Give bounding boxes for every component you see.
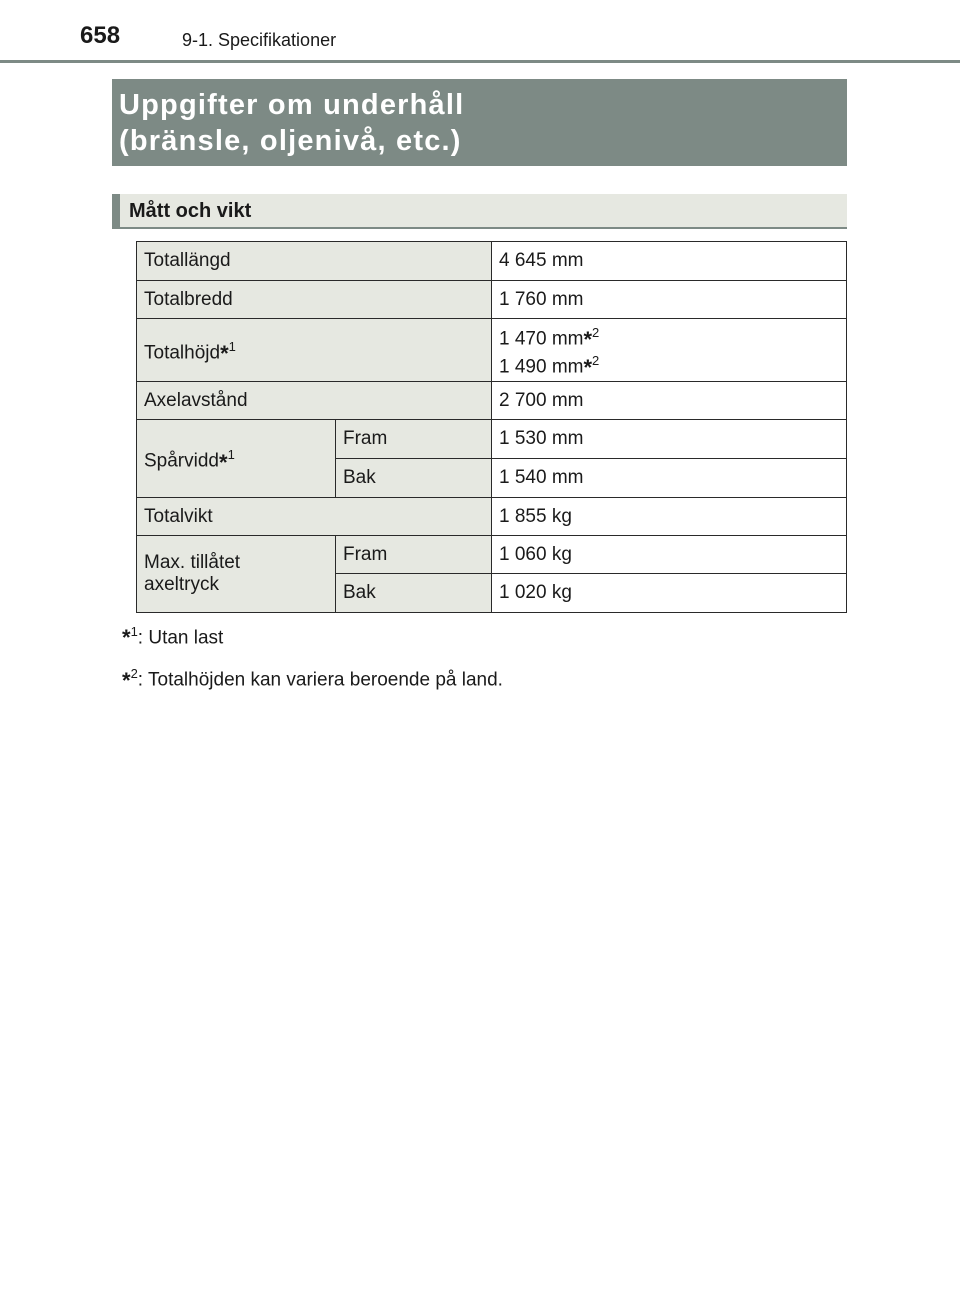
row-label: Totalbredd <box>137 281 492 319</box>
row-value: 1 060 kg <box>492 536 847 574</box>
sub-label: Bak <box>336 459 492 498</box>
footnote-ref: 1 <box>227 447 235 463</box>
row-value: 1 530 mm <box>492 420 847 459</box>
table-row <box>137 242 847 281</box>
footnote <box>122 661 503 693</box>
row-value: 2 700 mm <box>492 382 847 420</box>
footnote-star: * <box>583 327 593 352</box>
row-label <box>137 536 336 613</box>
sub-label: Fram <box>336 420 492 459</box>
footnote <box>122 619 503 651</box>
footnote-text: : Utan last <box>137 627 224 649</box>
value-text: 1 470 mm <box>499 328 584 349</box>
footnote-ref: 2 <box>592 324 600 340</box>
footnote-ref: 1 <box>228 338 236 354</box>
chapter-title-line-1: Uppgifter om underhåll <box>119 89 465 121</box>
value-text: 1 490 mm <box>499 356 584 378</box>
footnote-text: : Totalhöjden kan variera beroende på land. <box>137 669 503 691</box>
table-row <box>137 536 847 574</box>
dimensions-table <box>136 241 847 613</box>
chapter-title-line-2: (bränsle, oljenivå, etc.) <box>119 125 462 157</box>
label-text: Totalhöjd <box>144 342 221 364</box>
table-row <box>137 382 847 420</box>
table-row <box>137 420 847 459</box>
table-row <box>137 498 847 536</box>
table-row <box>137 281 847 319</box>
footnote-star: * <box>220 341 229 367</box>
section-heading: Mått och vikt <box>112 194 847 229</box>
sub-label: Fram <box>336 536 492 574</box>
label-line: Max. tillåtet <box>144 552 241 573</box>
page-number: 658 <box>80 22 121 49</box>
running-head: 9-1. Specifikationer <box>182 30 337 50</box>
row-value: 4 645 mm <box>492 242 847 281</box>
row-label <box>137 319 492 382</box>
footnote-star: * <box>122 625 131 651</box>
row-value <box>492 319 847 382</box>
footnote-star: * <box>122 667 131 693</box>
row-label: Totalvikt <box>137 498 492 536</box>
row-value: 1 020 kg <box>492 574 847 613</box>
footnote-star: * <box>219 449 228 475</box>
footnote-ref: 2 <box>592 353 600 368</box>
sub-label: Bak <box>336 574 492 613</box>
header-divider <box>0 60 960 63</box>
label-line: axeltryck <box>144 574 219 595</box>
row-label: Totallängd <box>137 242 492 281</box>
row-label <box>137 420 336 498</box>
label-text: Spårvidd <box>144 450 219 472</box>
footnotes <box>122 619 503 704</box>
footnote-mark: 2 <box>130 666 138 682</box>
footnote-mark: 1 <box>130 624 138 639</box>
chapter-title-banner <box>112 79 847 166</box>
row-value: 1 855 kg <box>492 498 847 536</box>
table-row <box>137 319 847 382</box>
row-value: 1 540 mm <box>492 459 847 498</box>
row-label: Axelavstånd <box>137 382 492 420</box>
row-value: 1 760 mm <box>492 281 847 319</box>
footnote-star: * <box>583 355 593 381</box>
